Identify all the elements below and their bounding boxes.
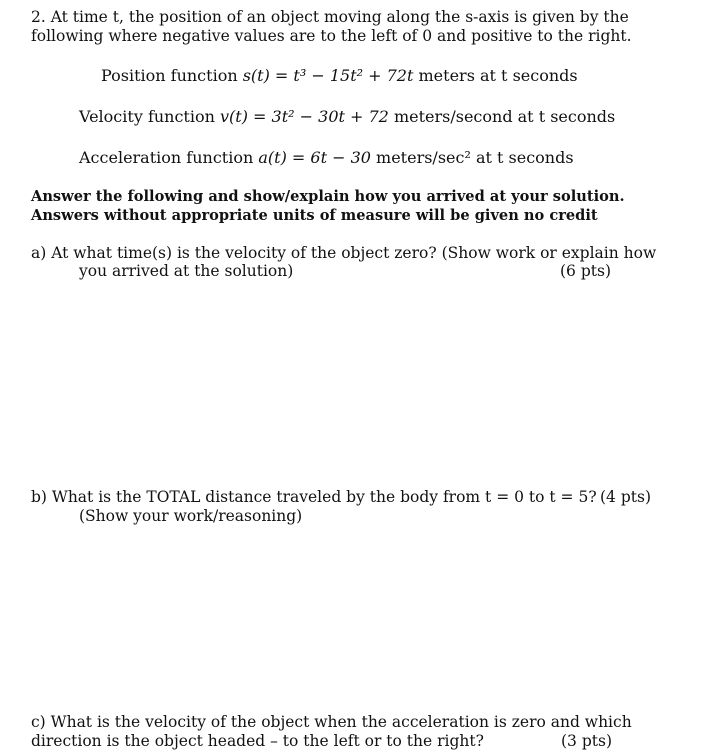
- instructions-line-1: Answer the following and show/explain how you arrived at your solution.: [31, 188, 625, 205]
- part-a-answer-space[interactable]: [31, 290, 671, 480]
- position-units: meters at t seconds: [413, 66, 578, 85]
- velocity-equation: [79, 107, 615, 127]
- acceleration-label: Acceleration function: [79, 148, 259, 167]
- part-b-points: (4 pts): [600, 488, 651, 506]
- acceleration-units: meters/sec² at t seconds: [370, 148, 574, 167]
- acceleration-equation: [79, 148, 574, 168]
- velocity-units: meters/second at t seconds: [388, 107, 616, 126]
- velocity-label: Velocity function: [79, 107, 220, 126]
- position-equation: [101, 66, 578, 86]
- velocity-formula: v(t) = 3t² − 30t + 72: [220, 107, 389, 126]
- part-b-line-1: b) What is the TOTAL distance traveled by the body from t = 0 to t = 5?: [31, 488, 597, 506]
- question-line-2: following where negative values are to the left of 0 and positive to the right.: [31, 27, 632, 45]
- position-label: Position function: [101, 66, 243, 85]
- part-b-line-2: (Show your work/reasoning): [79, 507, 303, 525]
- acceleration-formula: a(t) = 6t − 30: [258, 148, 371, 167]
- question-line-1: 2. At time t, the position of an object moving along the s-axis is given by the: [31, 8, 629, 26]
- part-c-line-1: c) What is the velocity of the object when the acceleration is zero and which: [31, 713, 632, 731]
- part-c-points: (3 pts): [561, 732, 612, 750]
- part-a-line-1: a) At what time(s) is the velocity of the object zero? (Show work or explain how: [31, 244, 657, 262]
- part-a-line-2: you arrived at the solution): [79, 262, 294, 280]
- part-b-answer-space[interactable]: [31, 535, 671, 705]
- part-a-points: (6 pts): [560, 262, 611, 280]
- position-formula: s(t) = t³ − 15t² + 72t: [242, 66, 414, 85]
- instructions-line-2: Answers without appropriate units of measure will be given no credit: [31, 207, 598, 224]
- part-c-line-2: direction is the object headed – to the left or to the right?: [31, 732, 484, 750]
